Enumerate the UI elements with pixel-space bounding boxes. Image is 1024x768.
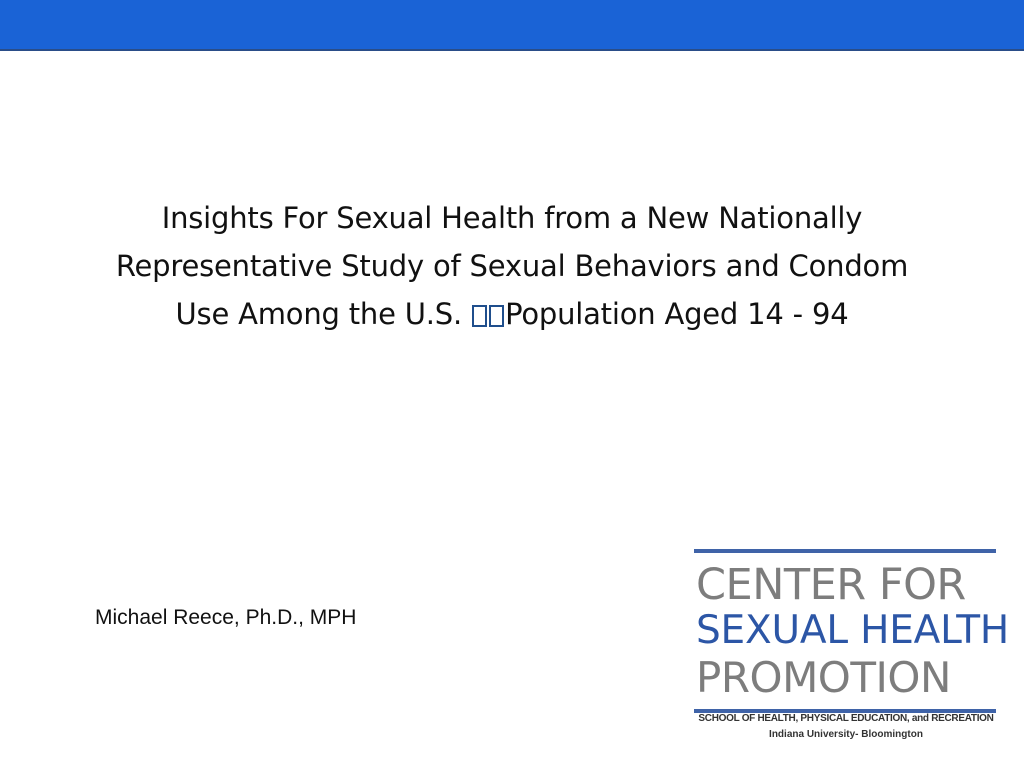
logo-line-1: CENTER FOR	[696, 560, 966, 610]
title-line-3-end: Population Aged 14 - 94	[505, 297, 849, 331]
header-bar	[0, 0, 1024, 51]
author-name: Michael Reece, Ph.D., MPH	[95, 606, 357, 629]
center-logo	[694, 549, 1010, 745]
title-line-3	[40, 290, 984, 338]
logo-university-name: Indiana University- Bloomington	[769, 729, 923, 740]
logo-line-2: SEXUAL HEALTH	[696, 608, 1010, 653]
logo-top-rule	[694, 549, 996, 553]
logo-school-name: SCHOOL OF HEALTH, PHYSICAL EDUCATION, and RECREATION	[698, 713, 994, 724]
logo-line-3: PROMOTION	[696, 653, 951, 702]
title-line-2: Representative Study of Sexual Behaviors and Condom	[115, 249, 909, 283]
missing-glyph-icon	[489, 305, 504, 327]
title-line-1: Insights For Sexual Health from a New Nationally	[161, 201, 863, 235]
title-line-3-start: Use Among the U.S.	[175, 297, 472, 331]
slide-title	[40, 194, 984, 338]
missing-glyph-icon	[472, 305, 487, 327]
